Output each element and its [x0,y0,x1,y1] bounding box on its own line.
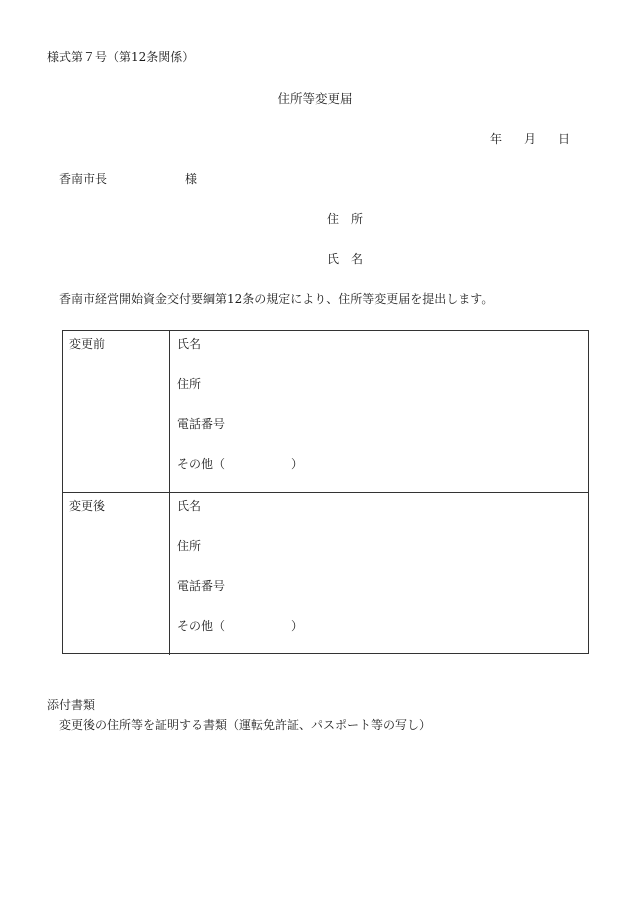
addressee-mayor: 香南市長 [59,172,108,186]
field-other-label [177,617,303,634]
attachments-heading: 添付書類 [47,698,96,712]
document-title: 住所等変更届 [277,91,353,106]
addressee-honorific: 様 [185,172,198,186]
applicant-address-label [327,212,363,226]
date-year-label: 年 [490,132,503,146]
address-label-char-1: 住 [327,212,340,226]
name-label-char-1: 氏 [327,252,340,266]
row-fields-before [171,331,588,496]
name-label-char-2: 名 [351,252,364,266]
field-phone-label: 電話番号 [177,417,226,431]
row-label-before: 変更前 [63,331,170,492]
table-row-before [63,331,588,493]
field-address-label: 住所 [177,377,202,391]
field-other-label [177,455,303,472]
other-prefix: その他（ [177,619,226,633]
statement-text: 香南市経営開始資金交付要綱第12条の規定により、住所等変更届を提出します。 [59,292,494,306]
row-label-after: 変更後 [63,493,170,655]
addressee-line [59,172,197,186]
date-day-label: 日 [558,132,571,146]
table-row-after [63,493,588,655]
address-label-char-2: 所 [351,212,364,226]
field-name-label: 氏名 [177,499,202,513]
row-fields-after [171,493,588,659]
other-prefix: その他（ [177,457,226,471]
applicant-name-label [327,252,363,266]
field-phone-label: 電話番号 [177,579,226,593]
change-table [62,330,589,654]
other-suffix: ） [291,619,304,633]
date-month-label: 月 [524,132,537,146]
field-name-label: 氏名 [177,337,202,351]
attachments-body: 変更後の住所等を証明する書類（運転免許証、パスポート等の写し） [59,718,432,732]
date-line [490,132,570,146]
field-address-label: 住所 [177,539,202,553]
other-suffix: ） [291,457,304,471]
form-number: 様式第７号（第12条関係） [47,50,195,64]
